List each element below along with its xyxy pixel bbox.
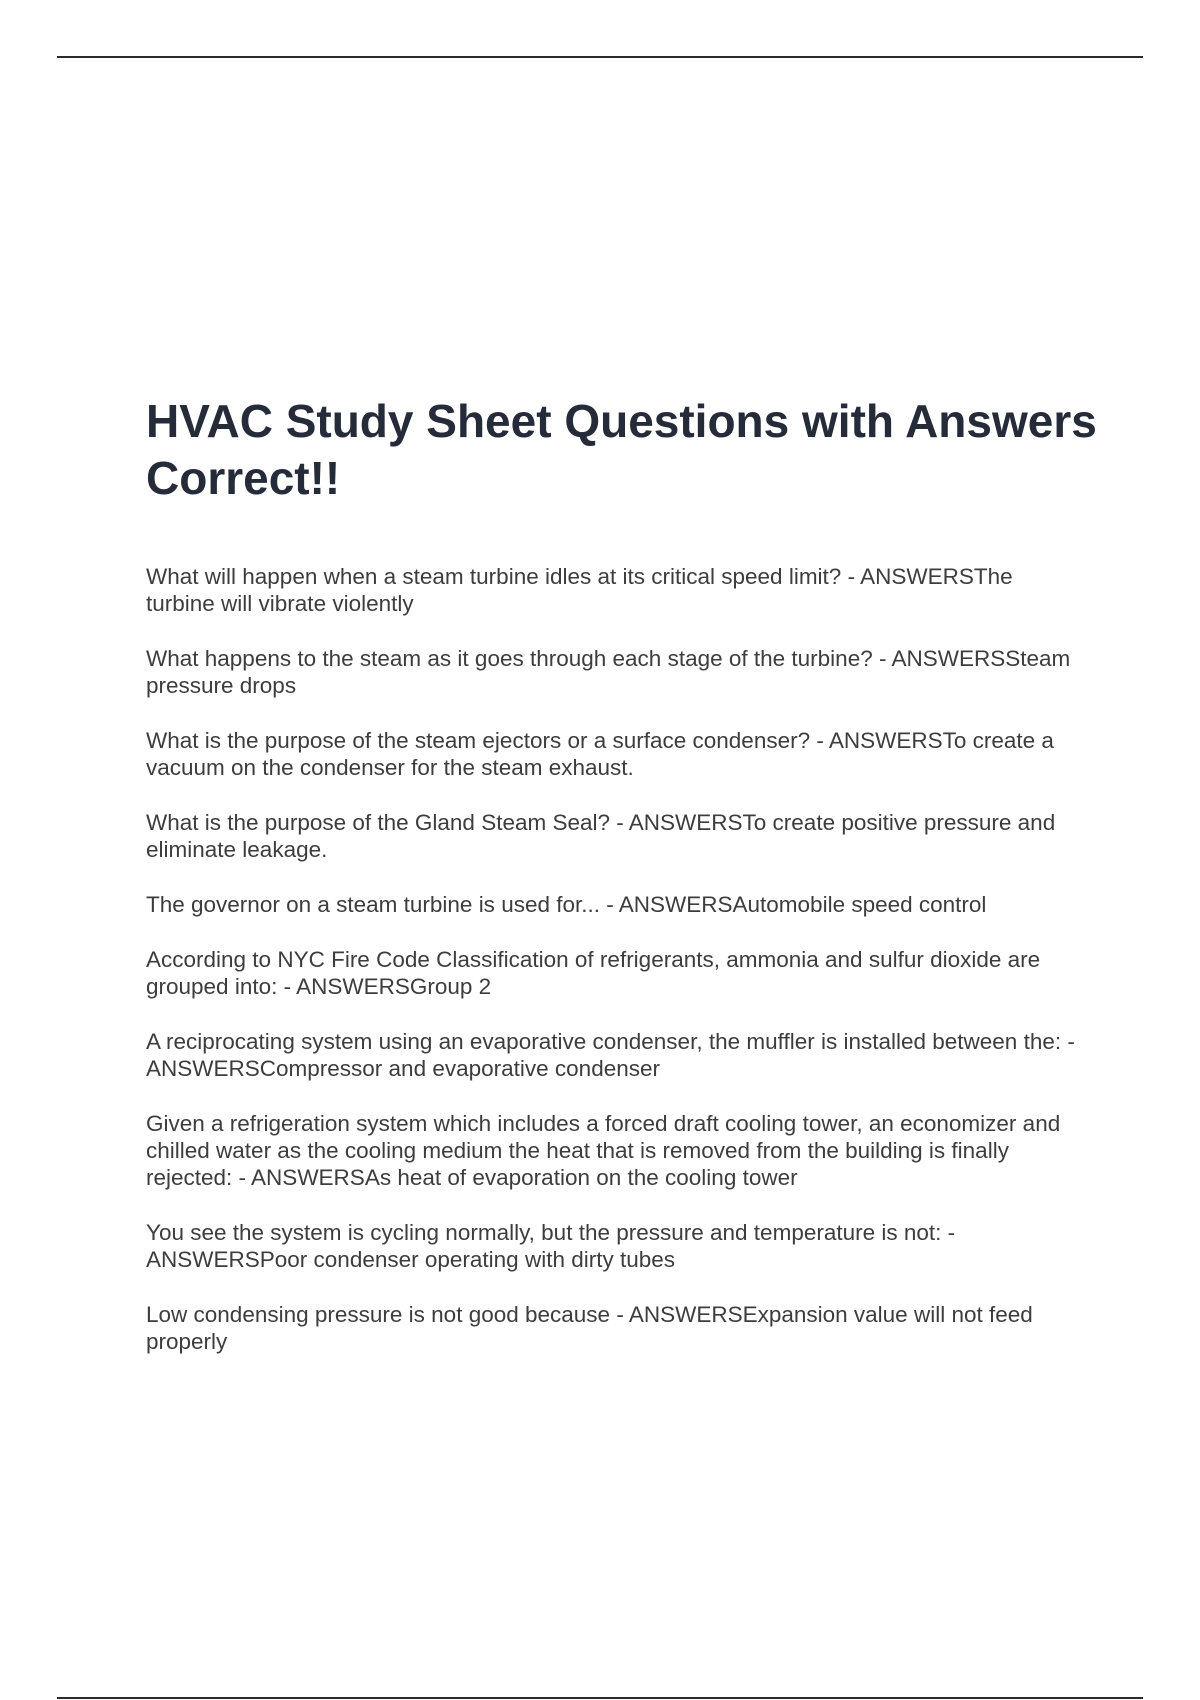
qa-item: According to NYC Fire Code Classification of refrigerants, ammonia and sulfur dioxide are grouped into: - ANSWERSGroup 2 [146,947,1041,999]
qa-list [146,563,1086,1383]
qa-item: What happens to the steam as it goes through each stage of the turbine? - ANSWERSSteam pressure drops [146,646,1071,698]
header-rule [57,56,1143,58]
qa-item: What is the purpose of the steam ejectors or a surface condenser? - ANSWERSTo create a vacuum on the condenser for the steam exhaust. [146,728,1054,780]
qa-item: What will happen when a steam turbine idles at its critical speed limit? - ANSWERSThe turbine will vibrate violently [146,564,1013,616]
qa-item: Given a refrigeration system which includes a forced draft cooling tower, an economizer and chilled water as the cooling medium the heat that is removed from the building is finally rejected: - ANSWERSAs heat of evaporation on the cooling tower [146,1111,1061,1190]
document-title: HVAC Study Sheet Questions with Answers Correct!! [146,395,1097,504]
qa-item: A reciprocating system using an evaporative condenser, the muffler is installed between the: - ANSWERSCompressor and evaporative condenser [146,1029,1075,1081]
footer-rule [57,1697,1143,1699]
qa-item: You see the system is cycling normally, but the pressure and temperature is not: - ANSWERSPoor condenser operating with dirty tubes [146,1220,956,1272]
qa-item: Low condensing pressure is not good because - ANSWERSExpansion value will not feed properly [146,1302,1033,1354]
qa-item: The governor on a steam turbine is used for... - ANSWERSAutomobile speed control [146,892,987,917]
qa-item: What is the purpose of the Gland Steam Seal? - ANSWERSTo create positive pressure and eliminate leakage. [146,810,1056,862]
